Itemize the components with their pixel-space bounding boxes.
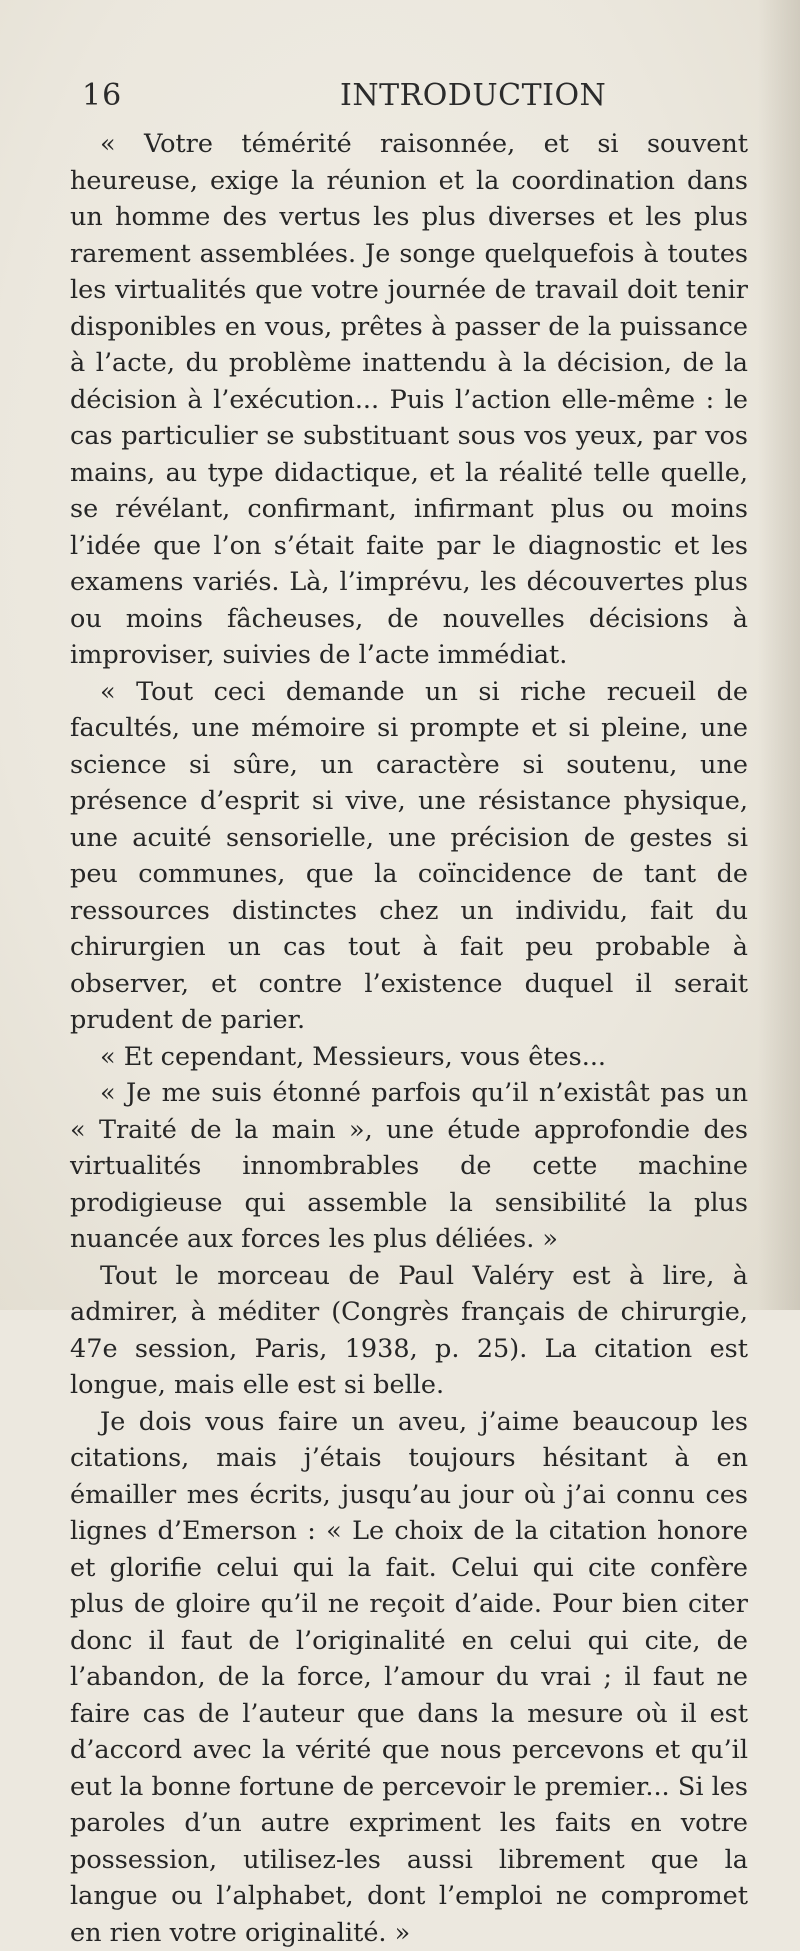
body-text	[70, 126, 748, 1951]
paragraph-1: « Votre témérité raisonnée, et si souvent heureuse, exige la réunion et la coordination dans un homme des vertus les plus diverses et les plus rarement assemblées. Je songe quelquefois à toutes les virtualités que votre journée de travail doit tenir disponibles en vous, prêtes à passer de la puissance à l’acte, du problème inattendu à la décision, de la décision à l’exécution... Puis l’action elle-même : le cas particulier se substituant sous vos yeux, par vos mains, au type didactique, et la réalité telle quelle, se révélant, confirmant, infirmant plus ou moins l’idée que l’on s’était faite par le diagnostic et les examens variés. Là, l’imprévu, les découvertes plus ou moins fâcheuses, de nouvelles décisions à improviser, suivies de l’acte immédiat.	[70, 126, 748, 674]
page-header	[82, 78, 702, 114]
paragraph-2: « Tout ceci demande un si riche recueil de facultés, une mémoire si prompte et si pleine, une science si sûre, un caractère si soutenu, une présence d’esprit si vive, une résistance physique, une acuité sensorielle, une précision de gestes si peu communes, que la coïncidence de tant de ressources distinctes chez un individu, fait du chirurgien un cas tout à fait peu probable à observer, et contre l’existence duquel il serait prudent de parier.	[70, 674, 748, 1039]
paragraph-4: « Je me suis étonné parfois qu’il n’existât pas un « Traité de la main », une étude approfondie des virtualités innombrables de cette machine prodigieuse qui assemble la sensibilité la plus nuancée aux forces les plus déliées. »	[70, 1075, 748, 1258]
paragraph-3: « Et cependant, Messieurs, vous êtes...	[70, 1039, 748, 1076]
paragraph-6: Je dois vous faire un aveu, j’aime beaucoup les citations, mais j’étais toujours hésitant à en émailler mes écrits, jusqu’au jour où j’ai connu ces lignes d’Emerson : « Le choix de la citation honore et glorifie celui qui la fait. Celui qui cite confère plus de gloire qu’il ne reçoit d’aide. Pour bien citer donc il faut de l’originalité en celui qui cite, de l’abandon, de la force, l’amour du vrai ; il faut ne faire cas de l’auteur que dans la mesure où il est d’accord avec la vérité que nous percevons et qu’il eut la bonne fortune de percevoir le premier... Si les paroles d’un autre expriment les faits en votre possession, utilisez-les aussi librement que la langue ou l’alphabet, dont l’emploi ne compromet en rien votre originalité. »	[70, 1404, 748, 1951]
page-number: 16	[82, 78, 122, 113]
page-edge-shadow	[758, 0, 800, 1310]
paragraph-5: Tout le morceau de Paul Valéry est à lire, à admirer, à méditer (Congrès français de chirurgie, 47e session, Paris, 1938, p. 25). La citation est longue, mais elle est si belle.	[70, 1258, 748, 1404]
running-title: INTRODUCTION	[340, 78, 606, 113]
